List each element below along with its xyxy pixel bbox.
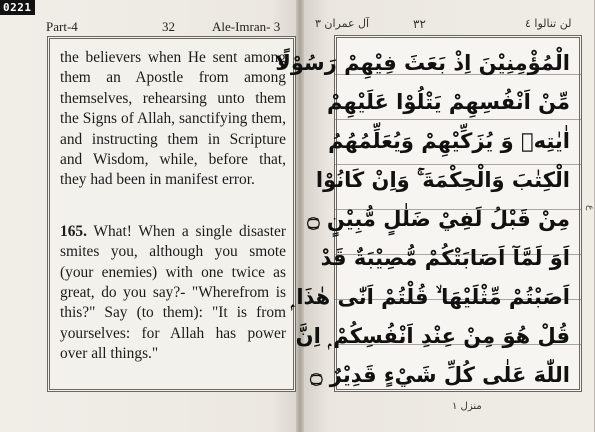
right-header-surah: آل عمران ٣ — [315, 17, 370, 30]
arabic-line-8: قُلْ هُوَ مِنْ عِنْدِ اَنْفُسِكُمْ ۭ اِنَّ — [295, 324, 570, 348]
arabic-line-9: اللّٰهَ عَلٰى كُلِّ شَيْءٍ قَدِيْرٌ ۝ — [310, 363, 570, 387]
arabic-line-2: مِّنْ اَنْفُسِهِمْ يَتْلُوْا عَلَيْهِمْ — [327, 90, 570, 114]
verse-text: What! When a single disaster smites you, although you smote (your enemies) with one twice as great, do you say?- "Wherefrom is this?" Say (to them): "It is from yourselves: for Allah has power over all things." — [60, 222, 286, 363]
right-header-page-number: ٣٢ — [413, 17, 426, 31]
translation-paragraph-1: the believers when He sent among them an Apostle from among themselves, rehearsing unto them the Signs of Allah, sanctifying them, and instructing them in Scripture and Wisdom, while, before that, they had been in manifest error. — [60, 49, 286, 189]
arabic-line-6: اَوَ لَمَّآ اَصَابَتْكُمْ مُّصِيْبَةٌ قَدْ — [320, 246, 570, 270]
translation-text — [60, 48, 286, 365]
left-header-page-number: 32 — [162, 19, 175, 34]
arabic-line-1: الْمُؤْمِنِيْنَ اِذْ بَعَثَ فِيْهِمْ رَسُوْلًا — [275, 51, 570, 75]
left-header-part: Part-4 — [46, 19, 78, 34]
right-header-juz: لن تنالوا ٤ — [525, 17, 572, 30]
arabic-line-7: اَصَبْتُمْ مِّثْلَيْهَا ۙ قُلْتُمْ اَنّٰى هٰذَا ۭ — [291, 285, 570, 309]
verse-number: 165. — [60, 222, 87, 240]
arabic-line-5: مِنْ قَبْلُ لَفِيْ ضَلٰلٍ مُّبِيْنٍ ۝ — [307, 207, 570, 231]
ruku-marker: ع — [585, 205, 595, 211]
manzil-marker: منزل ١ — [452, 401, 482, 412]
left-header-title: Ale-Imran- 3 — [212, 19, 281, 34]
arabic-line-3: اٰيٰتِهٖ وَ يُزَكِّيْهِمْ وَيُعَلِّمُهُمُ — [328, 129, 570, 153]
translation-paragraph-2 — [60, 222, 286, 365]
scan-label: 0221 — [0, 0, 35, 15]
arabic-line-4: الْكِتٰبَ وَالْحِكْمَةَ ۚ وَاِنْ كَانُوْا — [315, 168, 570, 192]
